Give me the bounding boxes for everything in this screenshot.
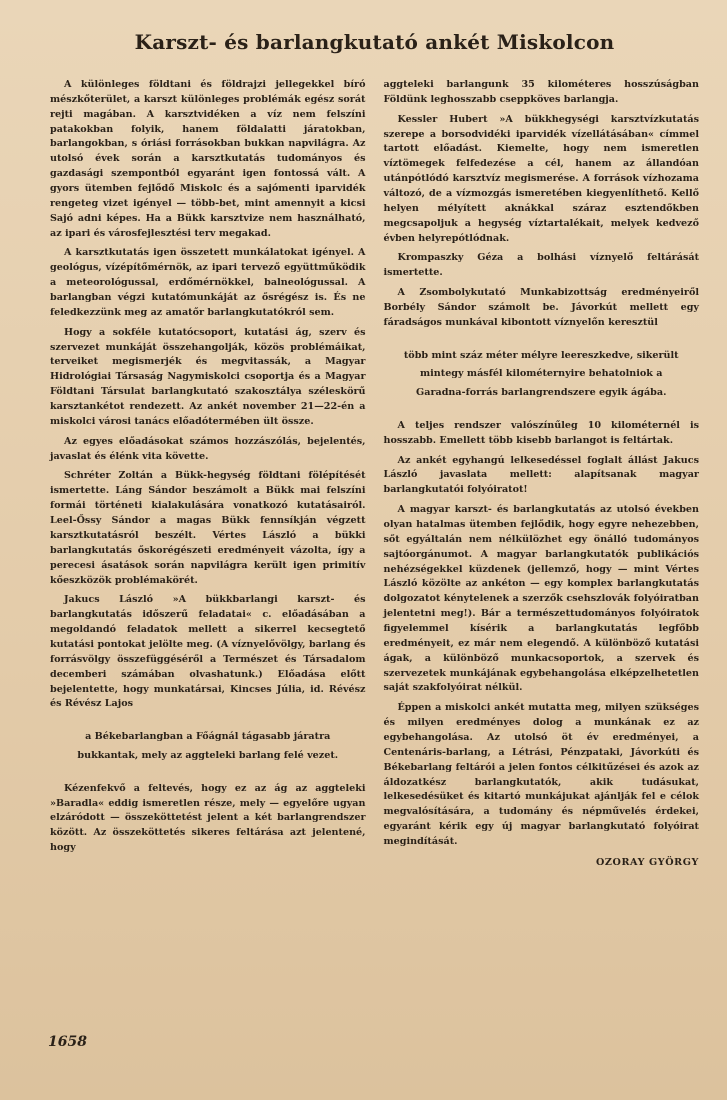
paragraph: A különleges földtani és földrajzi jellegekkel bíró mészkőterület, a karszt különleges problémák egész sorát rejti magában. A karsztvidéken a víz nem felszíni patakokban folyik, hanem földalatti járatokban, barlangokban, s óriási forrásokban bukkan napvilágra. Az utolsó évek során a karsztkutatás tudományos és gazdasági szempontból egyaránt igen fontossá vált. A gyors ütemben fejlődő Miskolc és a sajómenti iparvidék rengeteg vizet igényel — több-bet, mint amennyit a kicsi Sajó adni képes. Ha a Bükk karsztvize nem használható, az ipari és városfejlesztési terv megakad. [50, 79, 366, 239]
article-columns [50, 78, 699, 871]
paragraph: A magyar karszt- és barlangkutatás az utolsó években olyan hatalmas ütemben fejlődik, hogy egyre nehezebben, sőt egyáltalán nem nélkülözhet egy önálló tudományos sajtóorgánumot. A magyar barlangkutatók publikációs nehézségekkel küzdenek (jellemző, hogy — mint Vértes László közölte az ankéton — egy komplex barlangkutatás dolgozatot kénytelenek a szerzők csehszlovák folyóiratban jelentetni meg!). Bár a természettudományos folyóiratok figyelemmel kísérik a barlangkutatás legfőbb eredményeit, ez már nem elegendő. A különböző kutatási ágak, a különböző munkacsoportok, a szervek és szervezetek munkájának egybehangolása elképzelhetetlen saját szakfolyóirat nélkül. [383, 504, 699, 694]
article-title: Karszt- és barlangkutató ankét Miskolcon [134, 30, 615, 54]
paragraph: A teljes rendszer valószínűleg 10 kilométernél is hosszabb. Emellett több kisebb barlangot is feltártak. [383, 419, 699, 446]
paragraph: Krompaszky Géza a bolhási víznyelő feltárását ismertette. [383, 252, 699, 279]
paragraph: Hogy a sokféle kutatócsoport, kutatási ág, szerv és szervezet munkáját összehangolják, közös problémáikat, terveiket megismerjék és megvitassák, a Magyar Hidrológiai Társaság Nagymiskolci csoportja és a Magyar Földtani Társulat barlangkutató szakosztálya széleskörű karsztankétot rendezett. Az ankét november 21—22-én a miskolci városi tanács előadótermében ült össze. [50, 326, 366, 427]
paragraph: Az egyes előadásokat számos hozzászólás, bejelentés, javaslat és élénk vita követte. [50, 435, 366, 462]
page-number: 1658 [48, 1034, 87, 1050]
paragraph: Kézenfekvő a feltevés, hogy ez az ág az aggteleki »Baradla« eddig ismeretlen része, mely — egyelőre ugyan elzáródott — összeköttetést jelent a két barlangrendszer között. Az összeköttetés sikeres feltárása azt jelentené, hogy [50, 782, 366, 854]
right-column [384, 78, 700, 871]
left-column [50, 78, 366, 871]
paragraph: A Zsombolykutató Munkabizottság eredményeiről Borbély Sándor számolt be. Jávorkút mellett egy fáradságos munkával kibontott víznyelőn keresztül [383, 287, 699, 328]
highlighted-quote: a Békebarlangban a Főágnál tágasabb járatra bukkantak, mely az aggteleki barlang felé vezet. [77, 731, 339, 761]
highlighted-quote: több mint száz méter mélyre leereszkedve, sikerült mintegy másfél kilométernyire behatolniok a Garadna-forrás barlangrendszere egyik ágába. [403, 349, 679, 399]
paragraph: A karsztkutatás igen összetett munkálatokat igényel. A geológus, vízépítőmérnök, az ipari tervező együttműködik a meteorológussal, erdőmérnökkel, balneológussal. A barlangban végzi kutatómunkáját az ősrégész is. És ne feledkezzünk meg az amatőr barlangkutatókról sem. [50, 247, 366, 318]
paragraph: Jakucs László »A bükkbarlangi karszt- és barlangkutatás időszerű feladatai« c. előadásában a megoldandó feladatok mellett a sikerrel kecsegtető kutatási pontokat jelölte meg. (A víznyelővölgy, barlang és forrásvölgy összefüggéséről a Természet és Társadalom decemberi számában olvashatunk.) Előadása előtt bejelentette, hogy munkatársai, Kincses Júlia, id. Révész és Révész Lajos [50, 594, 366, 710]
paragraph: aggteleki barlangunk 35 kilométeres hosszúságban Földünk leghosszabb cseppköves barlangja. [383, 79, 699, 105]
paragraph: Kessler Hubert »A bükkhegységi karsztvízkutatás szerepe a borsodvidéki iparvidék vízellátásában« címmel tartott előadást. Kiemelte, hogy nem ismeretlen víztömegek felfedezése a cél, hanem az állandóan utánpótlódó karsztvíz megismerése. A források vízhozama változó, de a vízmozgás ismeretében kiegyenlíthető. Kellő helyen mélyített aknákkal száraz esztendőkben megcsapoljuk a hegység víztartalékait, melyek kedvező évben helyrepótlódnak. [383, 113, 699, 244]
paragraph: Éppen a miskolci ankét mutatta meg, milyen szükséges és milyen eredményes dolog a munkának ez az egybehangolása. Az utolsó öt év eredményei, a Centenáris-barlang, a Létrási, Pénzpataki, Jávorkúti és Békebarlang feltárói a jelen fontos célkitűzései és azok az áldozatkész barlangkutatók, akik tudásukat, lelkesedésüket és kitartó munkájukat ajánlják fel e célok megvalósítására, a tudomány és népművelés érdekei, egyaránt kérik egy új magyar barlangkutató folyóirat megindítását. [383, 702, 699, 848]
author-signature: OZORAY GYÖRGY [595, 856, 699, 868]
paragraph: Schréter Zoltán a Bükk-hegység földtani fölépítését ismertette. Láng Sándor beszámolt a Bükk mai felszíni formái történeti kialakulására vonatkozó kutatásairól. Leel-Őssy Sándor a magas Bükk fennsíkján végzett karsztkutatásról beszélt. Vértes László a bükki barlangkutatás őskorégészeti eredményeit vázolta, így a perecesi ásatások során napvilágra került igen primitív kőeszközök problémakörét. [50, 470, 366, 586]
paragraph: Az ankét egyhangú lelkesedéssel foglalt állást Jakucs László javaslata mellett: alapítsanak magyar barlangkutatói folyóiratot! [383, 454, 699, 496]
